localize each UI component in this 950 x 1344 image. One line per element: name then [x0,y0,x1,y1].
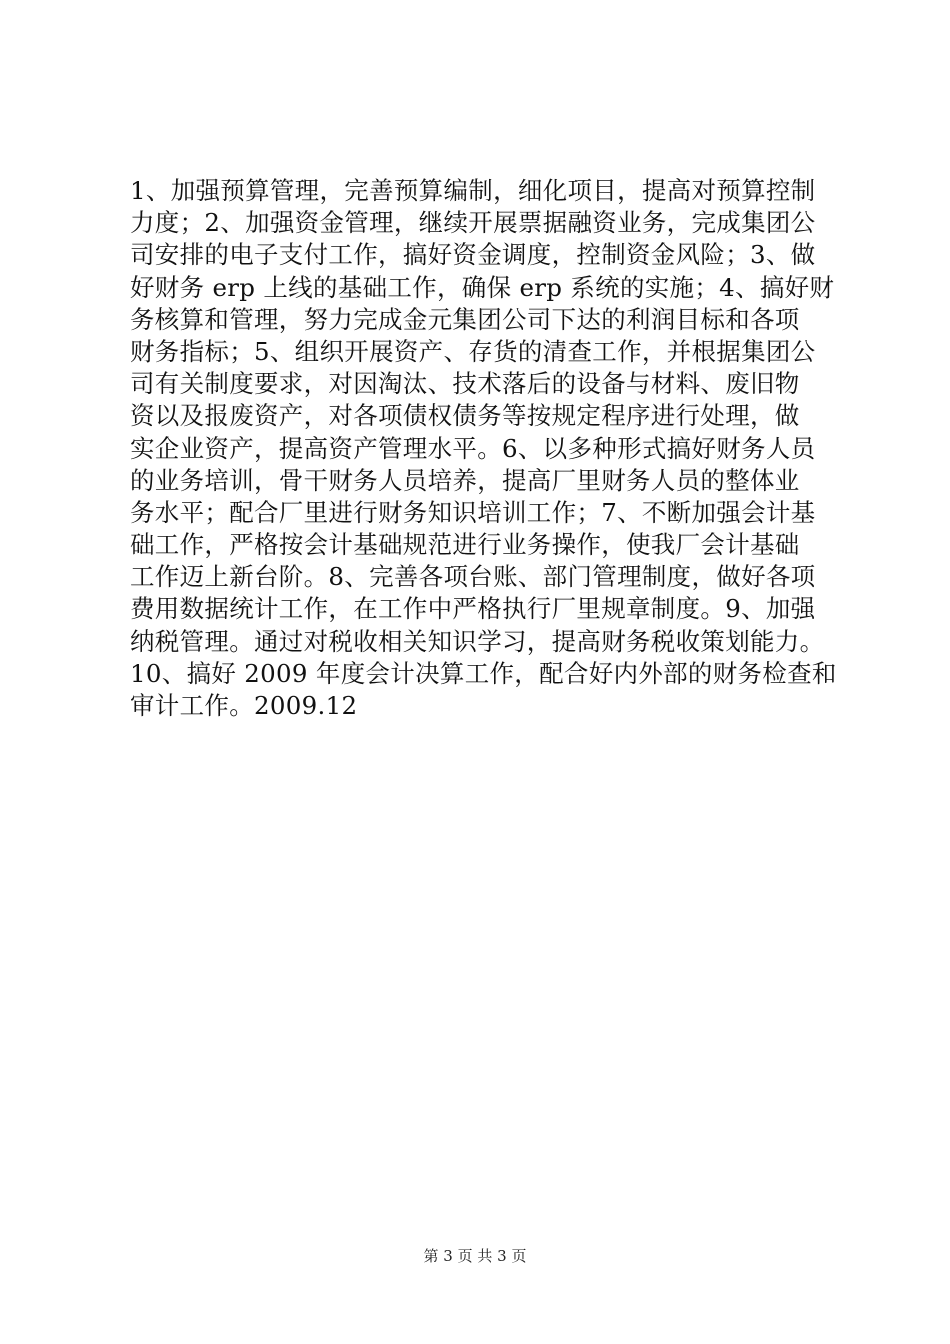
text-line: 础工作，严格按会计基础规范进行业务操作，使我厂会计基础 [130,530,800,560]
text-line: 司安排的电子支付工作，搞好资金调度，控制资金风险；3、做 [130,240,816,270]
text-line: 1、加强预算管理，完善预算编制，细化项目，提高对预算控制 [130,176,816,205]
text-line: 纳税管理。通过对税收相关知识学习，提高财务税收策划能力。 [130,626,825,656]
text-line: 工作迈上新台阶。8、完善各项台账、部门管理制度，做好各项 [130,562,816,592]
page-number: 第 3 页 共 3 页 [423,1247,527,1265]
text-line: 务水平；配合厂里进行财务知识培训工作；7、不断加强会计基 [130,497,816,527]
text-line: 费用数据统计工作，在工作中严格执行厂里规章制度。9、加强 [130,594,816,624]
text-line: 力度；2、加强资金管理，继续开展票据融资业务，完成集团公 [130,208,816,238]
body-paragraph [130,175,850,722]
text-line: 财务指标；5、组织开展资产、存货的清查工作，并根据集团公 [130,336,816,366]
text-line: 的业务培训，骨干财务人员培养，提高厂里财务人员的整体业 [130,465,800,495]
text-line: 资以及报废资产，对各项债权债务等按规定程序进行处理，做 [130,401,800,431]
text-line: 10、搞好 2009 年度会计决算工作，配合好内外部的财务检查和 [130,658,837,688]
text-line: 司有关制度要求，对因淘汰、技术落后的设备与材料、废旧物 [130,369,800,399]
text-line: 审计工作。2009.12 [130,691,358,720]
text-line: 实企业资产，提高资产管理水平。6、以多种形式搞好财务人员 [130,433,816,463]
text-line: 好财务 erp 上线的基础工作，确保 erp 系统的实施；4、搞好财 [130,272,835,302]
page-footer [0,1246,950,1266]
text-line: 务核算和管理，努力完成金元集团公司下达的利润目标和各项 [130,304,800,334]
